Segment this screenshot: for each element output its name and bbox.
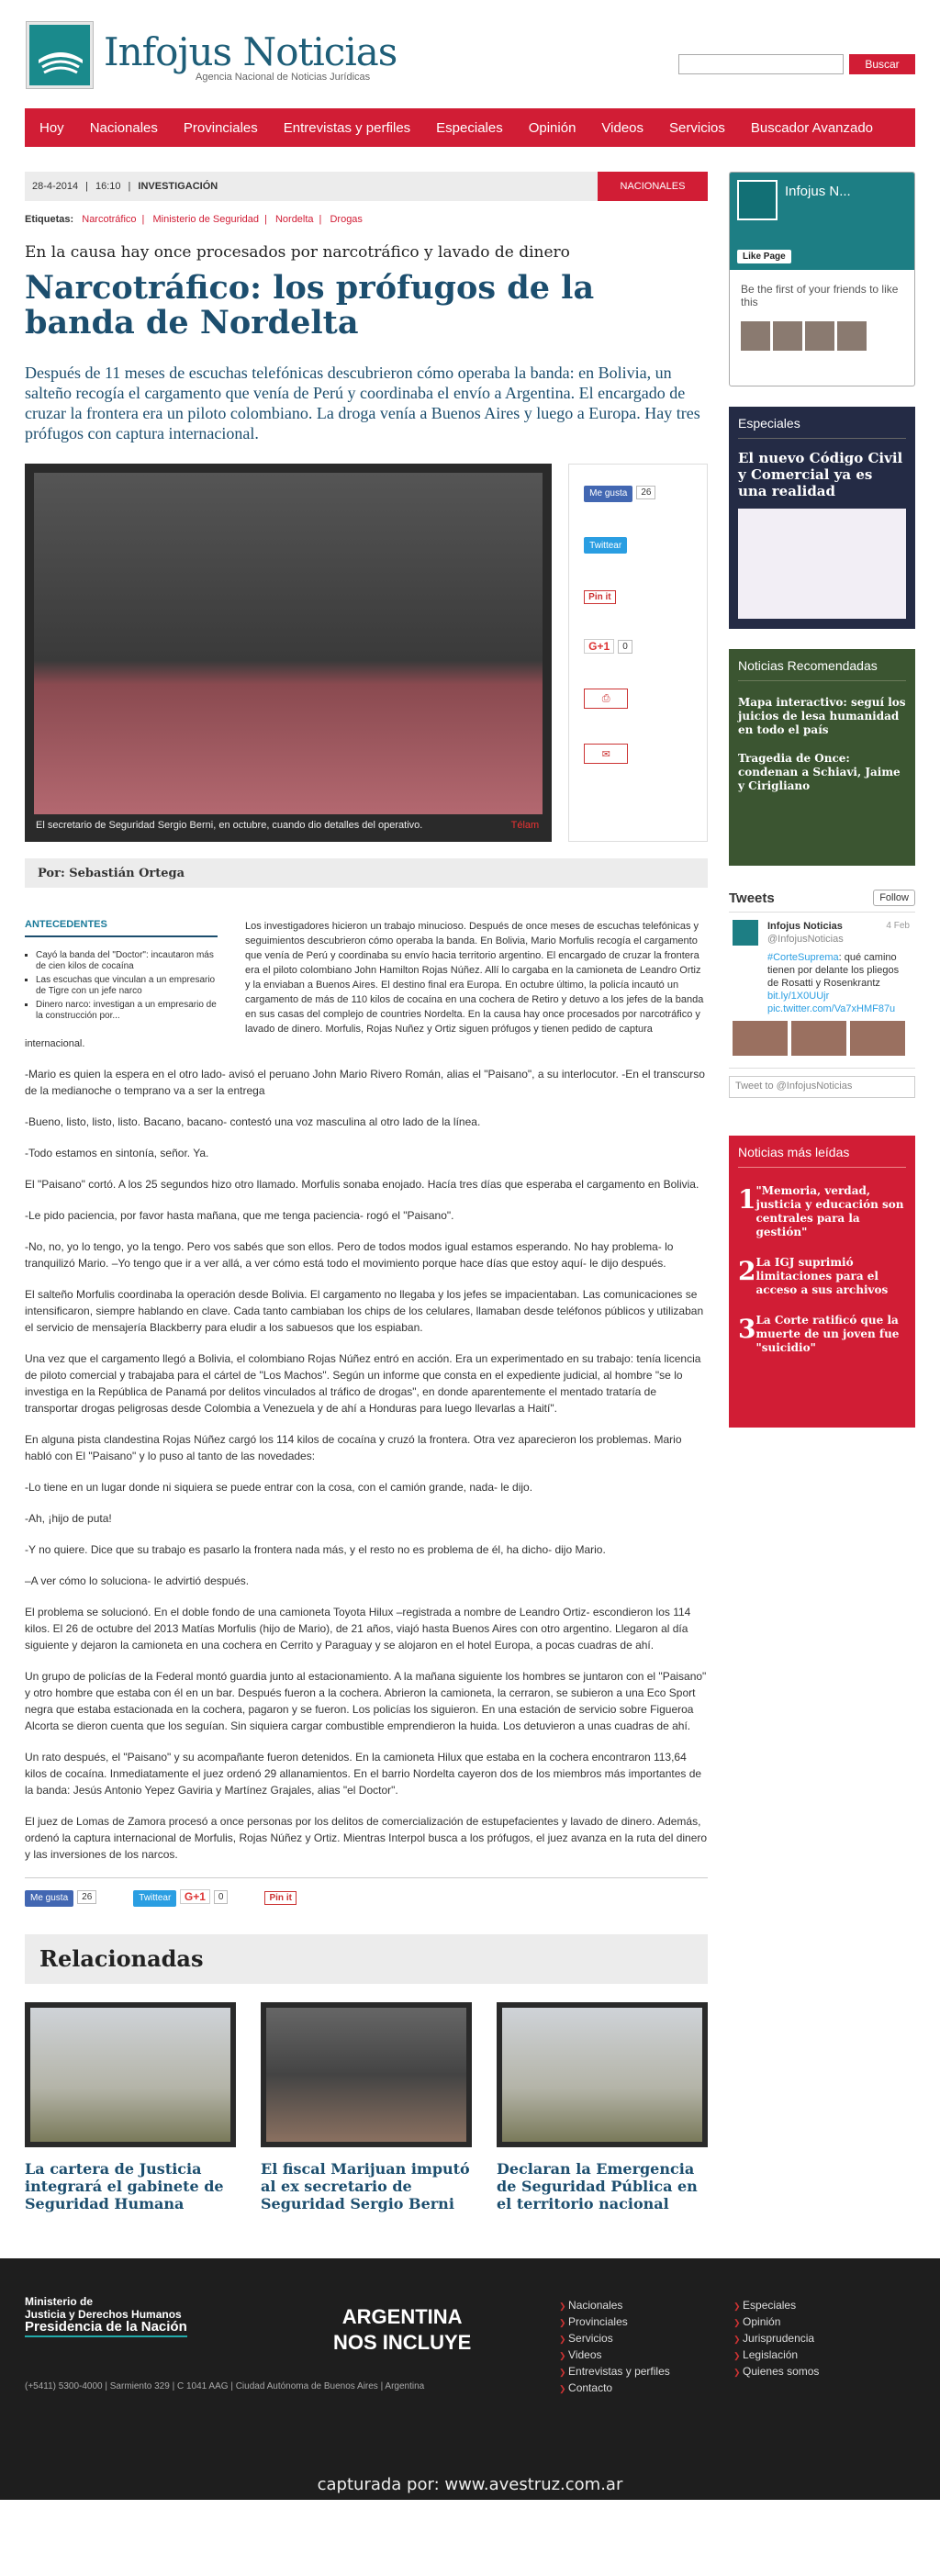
recomendadas-widget [729,649,915,866]
body-paragraph: -Mario es quien la espera en el otro lado- avisó el peruano John Mario Rivero Román, alias el "Paisano", a su interlocutor. -En el transcurso de la medianoche o temprano va a ser la entrega [25,1068,705,1097]
footer-link[interactable]: ❯ Nacionales [559,2299,733,2312]
tweet-handle: @InfojusNoticias [767,934,844,945]
like-count: 26 [77,1890,96,1904]
gplus-button[interactable]: G+1 [180,1889,210,1904]
related-item[interactable] [25,2002,236,2212]
antecedentes-box [25,919,218,1025]
mas-leida-link[interactable]: La Corte ratificó que la muerte de un joven fue "suicidio" [755,1314,900,1354]
search-button[interactable]: Buscar [849,54,915,74]
footer-link[interactable]: ❯ Quienes somos [733,2365,908,2378]
site-header [25,0,915,108]
related-title: Relacionadas [25,1934,708,1984]
facebook-widget [729,172,915,386]
tweet-button[interactable]: Twittear [584,537,627,554]
especiales-image[interactable] [738,509,906,619]
gplus-count: 0 [618,640,632,654]
footer-links [559,2299,908,2394]
footer-address: (+5411) 5300-4000 | Sarmiento 329 | C 1041 AAG | Ciudad Autónoma de Buenos Aires | Argentina [25,2380,425,2391]
facebook-like-button[interactable]: Me gusta [584,486,632,502]
tweets-title: Tweets [729,890,775,906]
related-item[interactable] [497,2002,708,2212]
article-date: 28-4-2014 [32,181,79,192]
like-count: 26 [636,486,655,499]
antecedentes-title: ANTECEDENTES [25,919,218,937]
share-box [568,464,708,842]
tag-link[interactable]: Ministerio de Seguridad [152,214,260,225]
pinterest-button[interactable]: Pin it [264,1891,296,1905]
related-headline[interactable]: La cartera de Justicia integrará el gabinete de Seguridad Humana [25,2159,224,2212]
especiales-title: Especiales [738,416,906,439]
nav-videos[interactable]: Videos [601,119,644,136]
related-headline[interactable]: El fiscal Marijuan imputó al ex secretario de Seguridad Sergio Berni [261,2159,470,2212]
fb-page-name[interactable]: Infojus N... [785,184,851,199]
article-meta: 28-4-2014 | 16:10 | INVESTIGACIÓN NACIONALES [25,172,708,201]
article [25,172,708,2212]
article-kicker: En la causa hay once procesados por narcotráfico y lavado de dinero [25,243,570,262]
tweet-text: : qué camino tienen por delante los pliegos de Rosatti y Rosenkrantz [767,952,900,989]
photo-credit: Télam [510,820,540,831]
capture-credit: capturada por: www.avestruz.com.ar [317,2474,623,2494]
tweet-avatar [733,920,758,946]
body-paragraph: -Bueno, listo, listo, listo. Bacano, bacano- contestó una voz masculina al otro lado de la línea. [25,1115,481,1128]
book-logo-icon [27,22,93,88]
print-icon[interactable]: ⎙ [584,689,628,709]
nav-servicios[interactable]: Servicios [669,119,725,136]
article-section: INVESTIGACIÓN [138,181,218,192]
tag-link[interactable]: Drogas [330,214,363,225]
gplus-button[interactable]: G+1 [584,639,614,654]
gplus-count: 0 [214,1890,229,1904]
footer-link[interactable]: ❯ Entrevistas y perfiles [559,2365,733,2378]
bottom-share [25,1877,708,1907]
body-paragraph: -Y no quiere. Dice que su trabajo es pasarlo la frontera nada más, y el resto no es problema de él, ha dicho- dijo Mario. [25,1543,606,1556]
search-input[interactable] [678,54,844,74]
search-form [678,54,915,74]
photo-caption: El secretario de Seguridad Sergio Berni, en octubre, cuando dio detalles del operativo. [36,820,423,831]
body-paragraph: El salteño Morfulis coordinaba la operación desde Bolivia. El cargamento no llegaba y los jefes se impacientaban. Las comunicaciones se intensificaron, siempre hablando en clave. Cada tanto cambiaban los chips de los celulares, llamaban desde teléfonos públicos y utilizaban el servicio de mensajería Blackberry para eludir a los sabuesos que los espiaban. [25,1288,704,1334]
like-page-button[interactable]: Like Page [737,250,791,263]
tweet-hashtag[interactable]: #CorteSuprema [767,952,839,963]
section-badge[interactable]: NACIONALES [598,172,708,201]
body-paragraph: En alguna pista clandestina Rojas Núñez cargó los 114 kilos de cocaína y cruzó la frontera. Otra vez aparecieron los problemas. Mario habló con El "Paisano" y lo puso al tanto de las novedades: [25,1433,682,1462]
follow-button[interactable]: Follow [873,890,915,906]
nav-hoy[interactable]: Hoy [39,119,64,136]
main-nav [25,108,915,147]
footer-link[interactable]: ❯ Contacto [559,2381,733,2394]
argentina-logo: ARGENTINA NOS INCLUYE [333,2304,472,2354]
article-photo[interactable] [25,464,552,842]
mas-leidas-widget: Noticias más leídas 1 "Memoria, verdad, justicia y educación son centrales para la gestión" 2 La IGJ suprimió limitaciones para el acceso a sus archivos 3 La Corte ratificó que la muerte de un joven fue "suicidio" [729,1136,915,1428]
fb-friends-text: Be the first of your friends to like this [741,283,899,308]
antecedente-link[interactable]: ▪ Cayó la banda del "Doctor": incautaron más de cien kilos de cocaína [36,950,218,972]
related-item[interactable] [261,2002,472,2212]
sidebar [729,172,915,2212]
related-thumb [497,2002,708,2147]
recomendada-link[interactable]: Mapa interactivo: seguí los juicios de lesa humanidad en todo el país [738,696,906,736]
page-avatar [737,180,778,220]
tweet-button[interactable]: Twittear [133,1890,176,1907]
article-time: 16:10 [95,181,121,192]
recomendadas-title: Noticias Recomendadas [738,658,906,681]
related-thumb [261,2002,472,2147]
body-paragraph: Un grupo de policías de la Federal montó guardia junto al estacionamiento. A la mañana siguiente los hombres se juntaron con el "Paisano" y otro hombre que estaba con él en un bar. Después fueron a la cochera. Abrieron la camioneta, la cerraron, se subieron a una Eco Sport negra que estaba estacionada en la cochera, pagaron y se fueron. Los policías los siguieron. En una estación de servicio sobre Figueroa Alcorta se dieron cuenta que los seguían. Sin siquiera cargar combustible emprendieron la huida. Los detuvieron a unas cuadras de ahí. [25,1670,707,1732]
body-paragraph: -Lo tiene en un lugar donde ni siquiera se puede entrar con la cosa, con el camión grande, nada- le dijo. [25,1481,533,1494]
nav-buscador[interactable]: Buscador Avanzado [750,119,874,136]
antecedente-link[interactable]: ▪ Dinero narco: investigan a un empresario de la construcción por... [36,1000,218,1022]
logo-wordmark: Infojus Noticias [104,29,397,74]
article-title: Narcotráfico: los prófugos de la banda de Nordelta [25,269,595,342]
body-paragraph: Una vez que el cargamento llegó a Bolivia, el colombiano Rojas Núñez entró en acción. Era un experimentado en su trabajo: tenía licencia de piloto comercial y trabajaba para el cártel de "Los Machos". Según un informe que consta en el expediente judicial, al hombre "se lo investiga en la República de Panamá por delitos vinculados al tráfico de drogas", en donde aparentemente el mentado trataría de transportar drogas peligrosas desde Colombia a Venezuela y de ahí a Honduras para luego llevarlas a Haití". [25,1352,701,1415]
mas-leidas-title: Noticias más leídas [738,1145,906,1168]
body-paragraph: -Ah, ¡hijo de puta! [25,1512,112,1525]
related-thumb [25,2002,236,2147]
related-headline[interactable]: Declaran la Emergencia de Seguridad Pública en el territorio nacional [497,2159,698,2212]
facebook-like-button[interactable]: Me gusta [25,1890,73,1907]
body-paragraph: -Le pido paciencia, por favor hasta mañana, que me tenga paciencia- rogó el "Paisano". [25,1209,454,1222]
nav-especiales[interactable]: Especiales [436,119,503,136]
footer-link[interactable]: ❯ Provinciales [559,2315,733,2328]
recomendada-link[interactable]: Tragedia de Once: condenan a Schiavi, Jaime y Cirigliano [738,752,901,792]
footer-link[interactable]: ❯ Servicios [559,2332,733,2345]
body-paragraph: –A ver cómo lo soluciona- le advirtió después. [25,1574,250,1587]
mas-leida-link[interactable]: "Memoria, verdad, justicia y educación son centrales para la gestión" [755,1184,904,1238]
nav-nacionales[interactable]: Nacionales [89,119,158,136]
nav-provinciales[interactable]: Provinciales [183,119,258,136]
body-paragraph: -Todo estamos en sintonía, señor. Ya. [25,1147,209,1159]
tag-link[interactable]: Nordelta [274,214,314,225]
article-author: Por: Sebastián Ortega [25,858,708,888]
body-paragraph: El "Paisano" cortó. A los 25 segundos hizo otro llamado. Morfulis sonaba enojado. Hacía tres días que esperaba el cargamento en Bolivia. [25,1178,699,1191]
body-paragraph: Un rato después, el "Paisano" y su acompañante fueron detenidos. En la camioneta Hilux que estaba en la cochera encontraron 113,64 kilos de cocaína. Inmediatamente el juez ordenó 29 allanamientos. En el barrio Nordelta cayeron dos de los miembros más importantes de la banda: Jesús Antonio Yepez Gaviria y Martínez Grajales, alias "el Doctor". [25,1751,702,1797]
antecedente-link[interactable]: ▪ Las escuchas que vinculan a un empresario de Tigre con un jefe narco [36,975,218,997]
footer-link[interactable]: ❯ Especiales [733,2299,908,2312]
footer-link[interactable]: ❯ Opinión [733,2315,908,2328]
pinterest-button[interactable]: Pin it [584,590,615,604]
body-paragraph: El juez de Lomas de Zamora procesó a once personas por los delitos de comercialización de estupefacientes y lavado de dinero. Además, ordenó la captura internacional de Morfulis, Rojas Núñez y Ortiz. Mientras Interpol busca a los prófugos, el juez avanza en la ruta del dinero y las inversiones de los narcos. [25,1815,708,1861]
logo-subtitle: Agencia Nacional de Noticias Jurídicas [196,72,371,83]
tweet-to-input[interactable]: Tweet to @InfojusNoticias [729,1076,915,1098]
tweet-author[interactable]: Infojus Noticias [767,921,843,932]
footer-link[interactable]: ❯ Videos [559,2348,733,2361]
footer-link[interactable]: ❯ Legislación [733,2348,908,2361]
tag-link[interactable]: Narcotráfico [82,214,137,225]
ministry-logo[interactable]: Ministerio de Justicia y Derechos Humanos Presidencia de la Nación [25,2295,187,2337]
site-footer [0,2258,940,2500]
article-lead: Después de 11 meses de escuchas telefónicas descubrieron cómo operaba la banda: en Bolivia, un salteño recogía el cargamento que venía de Perú y coordinaba el envío a Argentina. El encargado de cruzar la frontera era un piloto colombiano. La droga venía a Buenos Aires y luego a Europa. Hay tres prófugos con captura internacional. [25,364,700,442]
photo-scene [34,473,543,814]
fb-faces [730,321,914,351]
tags: Etiquetas: Narcotráfico | Ministerio de Seguridad | Nordelta | Drogas [25,214,363,225]
twitter-widget [729,886,915,1115]
related-list [25,2002,708,2212]
nav-opinion[interactable]: Opinión [528,119,576,136]
article-body [25,919,708,1863]
nav-entrevistas[interactable]: Entrevistas y perfiles [283,119,411,136]
mas-leida-link[interactable]: La IGJ suprimió limitaciones para el acceso a sus archivos [755,1256,889,1296]
body-paragraph: -No, no, yo lo tengo, yo la tengo. Pero vos sabés que son ellos. Pero de todos modos igual estamos esperando. No hay problema- lo tranquilizó Mario. –Yo tengo que ir a ver allá, a ver cómo está todo el movimiento porque hace días que estoy aquí- le dijo después. [25,1240,674,1270]
tags-label: Etiquetas: [25,214,74,225]
tweet-link[interactable]: bit.ly/1X0UUjr pic.twitter.com/Va7xHMF87u [767,991,896,1014]
body-paragraph: El problema se solucionó. En el doble fondo de una camioneta Toyota Hilux –registrada a nombre de Leandro Ortiz- escondieron los 114 kilos. El 26 de octubre del 2013 Matías Morfulis (hijo de Mario), de 21 años, viajó hasta Buenos Aires con otro argentino. Llegaron al día siguiente y dejaron la camioneta en una cochera en Cerrito y Paraguay y se alojaron en el hotel Europa, a pocas cuadras de ahí. [25,1606,691,1652]
tweet-date: 4 Feb [886,921,910,931]
body-paragraph: Los investigadores hicieron un trabajo minucioso. Después de once meses de escuchas telefónicas y seguimientos descubrieron cómo operaba la banda. En Bolivia, Mario Morfulis recogía el cargamento que venía de Perú y coordinaba su envío hacia territorio argentino. El encargado de cruzar la frontera era el piloto colombiano John Hamilton Rojas Núñez. Allí lo cargaba en la camioneta de Leandro Ortiz y la enviaban a Buenos Aires. El destino final era Europa. En octubre último, la policía incautó un cargamento de más de 110 kilos de cocaína en una cochera de Retiro y detuvo a los jefes de la banda en sus casas del complejo de countries Nordelta. En la causa hay once procesados por narcotráfico y lavado de dinero. Morfulis, Rojas Nuñez y Ortiz siguen prófugos y tienen pedido de captura internacional. [25,921,704,1049]
email-icon[interactable]: ✉ [584,744,628,764]
site-logo[interactable] [27,22,397,92]
tweet [729,913,915,1069]
especiales-headline[interactable]: El nuevo Código Civil y Comercial ya es una realidad [738,450,903,499]
especiales-widget [729,407,915,629]
footer-link[interactable]: ❯ Jurisprudencia [733,2332,908,2345]
